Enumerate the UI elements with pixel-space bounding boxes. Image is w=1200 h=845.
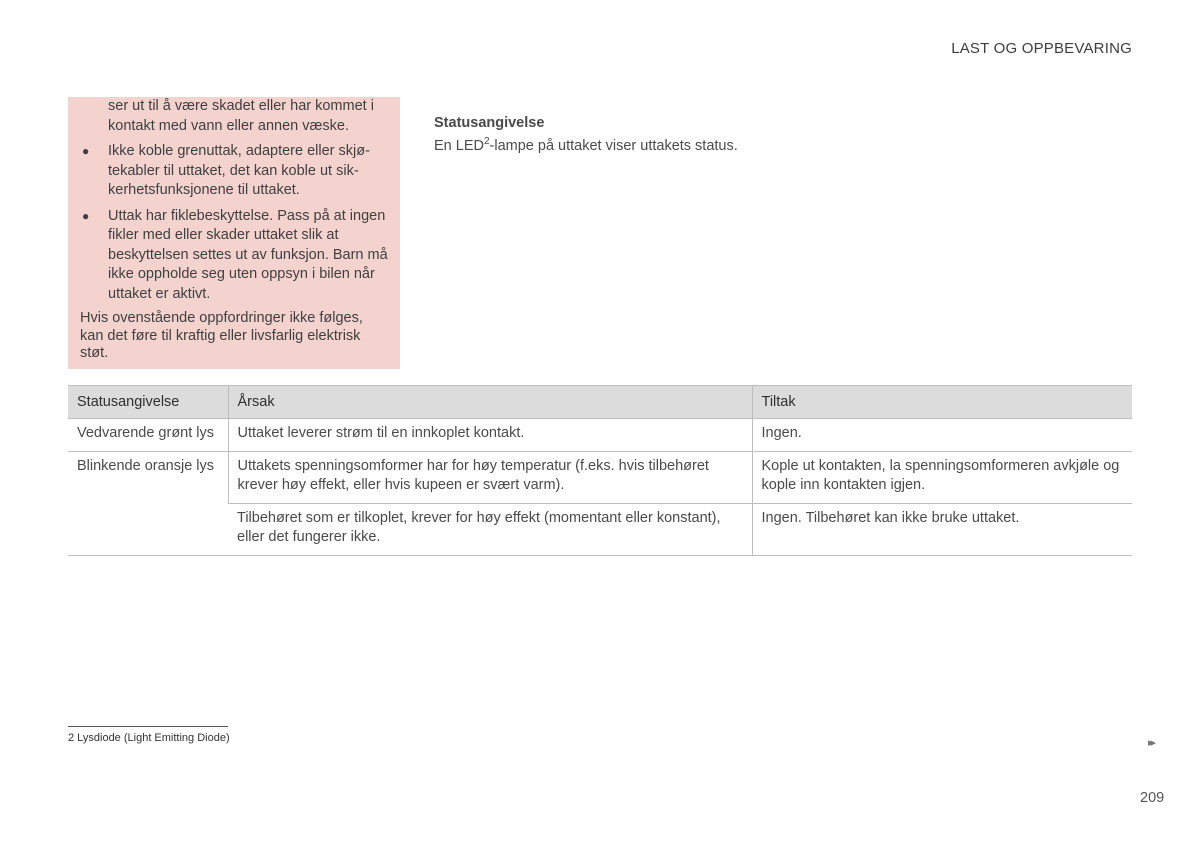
action-cell: Ingen. Tilbehøret kan ikke bruke uttaket. [752, 503, 1132, 555]
warning-list-item [80, 142, 388, 201]
table-row [68, 419, 1132, 452]
action-cell: Kople ut kontakten, la spenningsomformeren avkjøle og kople inn kontakten igjen. [752, 451, 1132, 503]
column-header-action: Tiltak [752, 386, 1132, 419]
footnote: 2 Lysdiode (Light Emitting Diode) [68, 732, 230, 744]
action-cell: Ingen. [752, 419, 1132, 452]
footnote-divider [68, 726, 228, 727]
cause-cell: Uttaket leverer strøm til en innkoplet kontakt. [228, 419, 752, 452]
page-header: LAST OG OPPBEVARING [951, 40, 1132, 57]
warning-bullet-text: Uttak har fiklebeskyttelse. Pass på at ingen fikler med eller skader uttaket slik at beskyttelsen settes ut av funksjon. Barn må ikke oppholde seg uten oppsyn i bilen når uttaket er aktivt. [108, 207, 388, 302]
status-cell: Vedvarende grønt lys [68, 419, 228, 452]
footnote-reference: 2 [483, 136, 490, 147]
status-text-before: En LED [434, 138, 484, 154]
warning-bullet-text: Ikke koble grenuttak, adaptere eller skjø-tekabler til uttaket, det kan koble ut sik-kerhetsfunksjonene til uttaket. [108, 143, 370, 198]
status-table [68, 385, 1132, 556]
cause-cell: Tilbehøret som er tilkoplet, krever for høy effekt (momentant eller konstant), eller det fungerer ikke. [228, 503, 752, 555]
bullet-icon: ● [82, 144, 90, 158]
table-row [68, 503, 1132, 555]
table-row [68, 451, 1132, 503]
page-number: 209 [1140, 790, 1165, 806]
status-section [434, 115, 834, 154]
column-header-cause: Årsak [228, 386, 752, 419]
warning-list-item [80, 207, 388, 305]
warning-list [80, 142, 388, 304]
status-heading: Statusangivelse [434, 115, 545, 131]
continue-arrow-icon: ▸▸ [1148, 737, 1154, 749]
cause-cell: Uttakets spenningsomformer har for høy temperatur (f.eks. hvis tilbehøret krever høy effekt, eller hvis kupeen er svært varm). [228, 451, 752, 503]
column-header-status: Statusangivelse [68, 386, 228, 419]
warning-continuation-text: ser ut til å være skadet eller har kommet i kontakt med vann eller annen væske. [108, 98, 374, 134]
status-text-after: -lampe på uttaket viser uttakets status. [489, 138, 738, 154]
warning-closing-text: Hvis ovenstående oppfordringer ikke følges, kan det føre til kraftig eller livsfarlig elektrisk støt. [80, 310, 363, 361]
bullet-icon: ● [82, 208, 90, 223]
status-cell: Blinkende oransje lys [68, 451, 228, 555]
table-header-row [68, 386, 1132, 419]
status-description [434, 136, 834, 154]
warning-box [68, 97, 400, 369]
